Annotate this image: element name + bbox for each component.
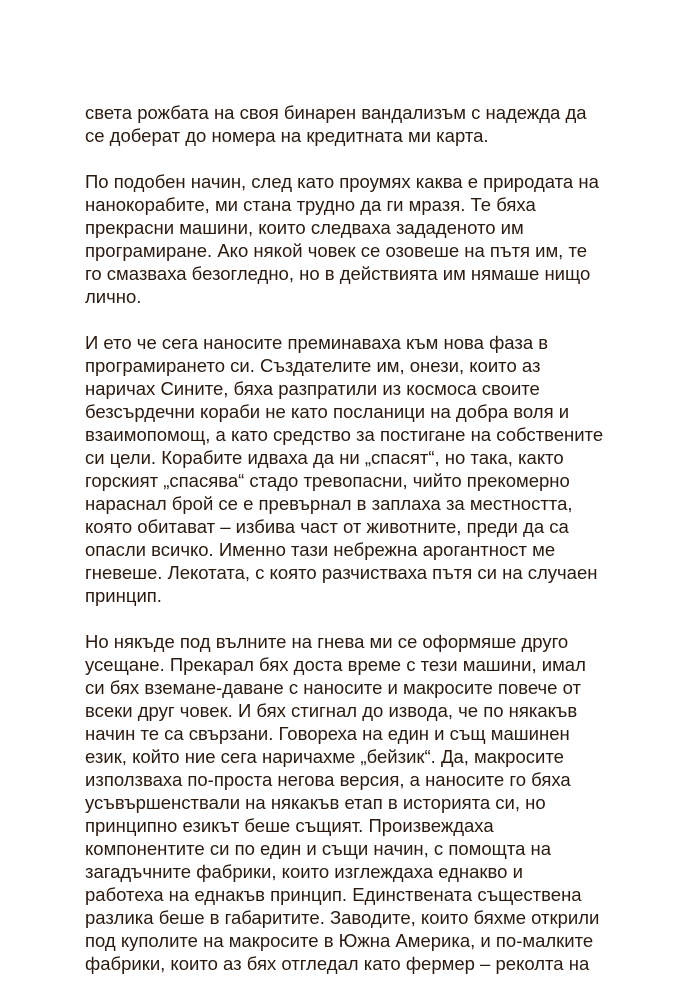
text-line: която обитават – избива част от животните, преди да са bbox=[85, 516, 569, 537]
paragraph bbox=[85, 630, 625, 975]
text-line: принципно езикът беше същият. Произвеждаха bbox=[85, 815, 494, 836]
text-line: горският „спасява“ стадо тревопасни, чийто прекомерно bbox=[85, 470, 570, 491]
text-line: програмиране. Ако някой човек се озовеше на пътя им, те bbox=[85, 240, 588, 261]
text-line: По подобен начин, след като проумях каква е природата на bbox=[85, 171, 599, 192]
text-line: наричах Сините, бяха разпратили из космоса своите bbox=[85, 378, 540, 399]
text-line: нараснал брой се е превърнал в заплаха за местността, bbox=[85, 493, 573, 514]
text-line: принцип. bbox=[85, 585, 162, 606]
text-line: го смазваха безогледно, но в действията им нямаше нищо bbox=[85, 263, 591, 284]
text-line: лично. bbox=[85, 286, 142, 307]
paragraph bbox=[85, 101, 625, 147]
text-line: опасли всичко. Именно тази небрежна арогантност ме bbox=[85, 539, 556, 560]
text-line: усещане. Прекарал бях доста време с тези машини, имал bbox=[85, 654, 586, 675]
body-text bbox=[85, 101, 625, 998]
text-line: фабрики, които аз бях отгледал като фермер – реколта на bbox=[85, 953, 590, 974]
paragraph bbox=[85, 331, 625, 607]
text-line: под куполите на макросите в Южна Америка, и по-малките bbox=[85, 930, 594, 951]
paragraph bbox=[85, 170, 625, 308]
text-line: безсърдечни кораби не като посланици на добра воля и bbox=[85, 401, 570, 422]
text-line: начин те са свързани. Говореха на един и същ машинен bbox=[85, 723, 570, 744]
text-line: използваха по-проста негова версия, а наносите го бяха bbox=[85, 769, 571, 790]
text-line: света рожбата на своя бинарен вандализъм с надежда да bbox=[85, 102, 587, 123]
text-line: език, който ние сега наричахме „бейзик“. Да, макросите bbox=[85, 746, 564, 767]
text-line: се доберат до номера на кредитната ми карта. bbox=[85, 125, 489, 146]
text-line: нанокорабите, ми стана трудно да ги мразя. Те бяха bbox=[85, 194, 536, 215]
text-line: програмирането си. Създателите им, онези, които аз bbox=[85, 355, 541, 376]
text-line: Но някъде под вълните на гнева ми се оформяше друго bbox=[85, 631, 569, 652]
text-line: гневеше. Лекотата, с която разчистваха пътя си на случаен bbox=[85, 562, 598, 583]
text-line: взаимопомощ, а като средство за постигане на собствените bbox=[85, 424, 604, 445]
text-line: работеха на еднакъв принцип. Единствената съществена bbox=[85, 884, 582, 905]
text-line: си цели. Корабите идваха да ни „спасят“, но така, както bbox=[85, 447, 564, 468]
text-line: усъвършенствали на някакъв етап в историята си, но bbox=[85, 792, 546, 813]
text-line: разлика беше в габаритите. Заводите, които бяхме открили bbox=[85, 907, 600, 928]
text-line: И ето че сега наносите преминаваха към нова фаза в bbox=[85, 332, 549, 353]
text-line: всеки друг човек. И бях стигнал до извода, че по някакъв bbox=[85, 700, 578, 721]
text-line: компонентите си по един и същи начин, с помощта на bbox=[85, 838, 552, 859]
text-line: си бях вземане-даване с наносите и макросите повече от bbox=[85, 677, 581, 698]
text-line: прекрасни машини, които следваха зададеното им bbox=[85, 217, 524, 238]
text-line: загадъчните фабрики, които изглеждаха еднакво и bbox=[85, 861, 523, 882]
